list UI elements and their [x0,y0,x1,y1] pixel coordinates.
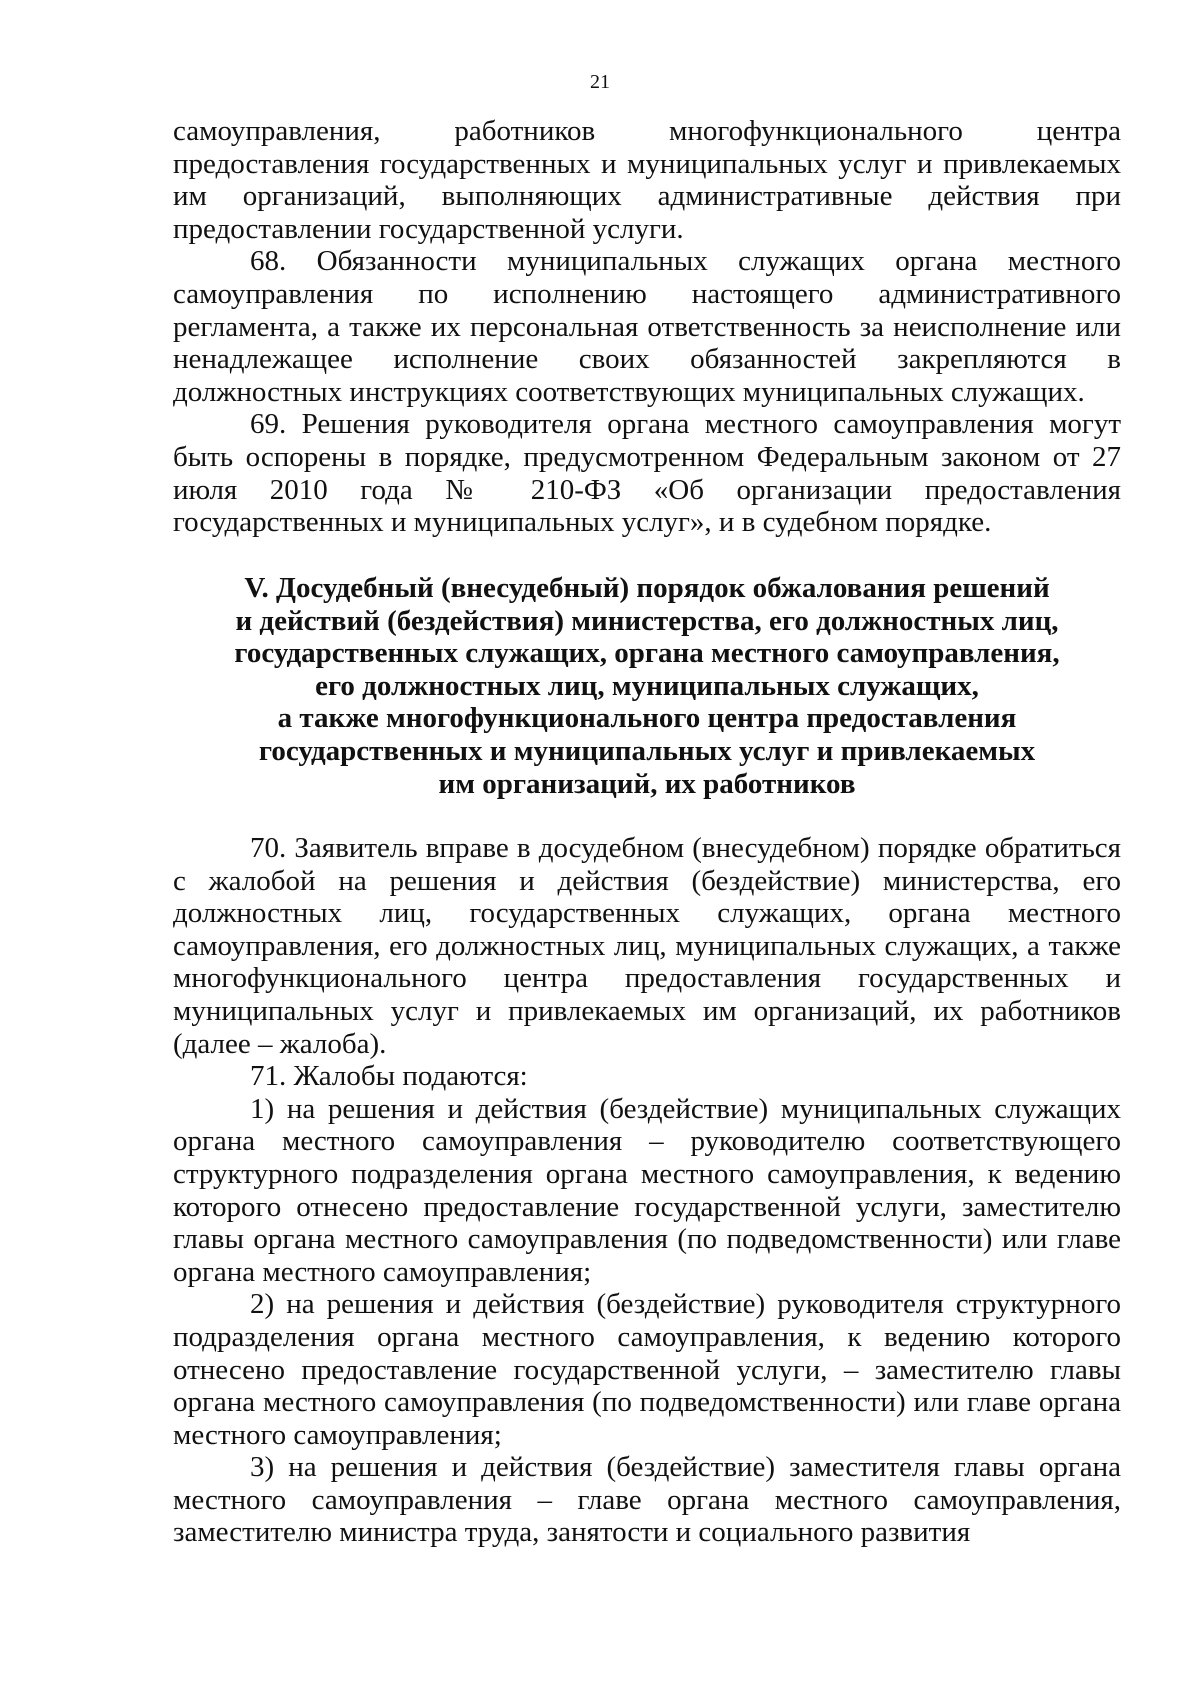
paragraph-71: 71. Жалобы подаются: [250,1060,528,1093]
section-heading-line: им организаций, их работников [438,767,856,800]
page-number: 21 [590,71,610,93]
paragraph-70: 70. Заявитель вправе в досудебном (внесудебном) порядке обратиться с жалобой на решения и действия (бездействие) министерства, его должностных лиц, государственных служащих, органа местного самоуправления, его должностных лиц, муниципальных служащих, а также многофункционального центра предоставления государственных и муниципальных услуг и привлекаемых им организаций, их работников (далее – жалоба). [173,832,1121,1060]
list-item-2: 2) на решения и действия (бездействие) руководителя структурного подразделения органа местного самоуправления, к ведению которого отнесено предоставление государственной услуги, – заместителю главы органа местного самоуправления (по подведомственности) или главе органа местного самоуправления; [173,1288,1121,1451]
section-heading-line: и действий (бездействия) министерства, его должностных лиц, [235,604,1059,637]
paragraph-68: 68. Обязанности муниципальных служащих органа местного самоуправления по исполнению настоящего административного регламента, а также их персональная ответственность за неисполнение или ненадлежащее исполнение своих обязанностей закрепляются в должностных инструкциях соответствующих муниципальных служащих. [173,245,1121,408]
list-item-1: 1) на решения и действия (бездействие) муниципальных служащих органа местного самоуправления – руководителю соответствующего структурного подразделения органа местного самоуправления, к ведению которого отнесено предоставление государственной услуги, заместителю главы органа местного самоуправления (по подведомственности) или главе органа местного самоуправления; [173,1092,1121,1288]
body-text-block-2 [173,832,1121,1549]
paragraph-continuation: самоуправления, работников многофункционального центра предоставления государственных и муниципальных услуг и привлекаемых им организаций, выполняющих административные действия при предоставлении государственной услуги. [173,115,1121,245]
section-heading-line: V. Досудебный (внесудебный) порядок обжалования решений [244,572,1050,604]
paragraph-69: 69. Решения руководителя органа местного самоуправления могут быть оспорены в порядке, предусмотренном Федеральным законом от 27 июля 2010 года № 210-ФЗ «Об организации предоставления государственных и муниципальных услуг», и в судебном порядке. [173,408,1121,539]
section-heading-line: государственных и муниципальных услуг и привлекаемых [258,734,1036,767]
section-heading-line: а также многофункционального центра предоставления [277,702,1017,735]
list-item-3: 3) на решения и действия (бездействие) заместителя главы органа местного самоуправления – главе органа местного самоуправления, заместителю министра труда, занятости и социального развития [173,1451,1121,1549]
section-heading-line: государственных служащих, органа местного самоуправления, [234,637,1060,670]
section-heading-line: его должностных лиц, муниципальных служащих, [315,669,979,702]
body-text-block-1 [173,115,1121,539]
section-heading [173,572,1121,800]
